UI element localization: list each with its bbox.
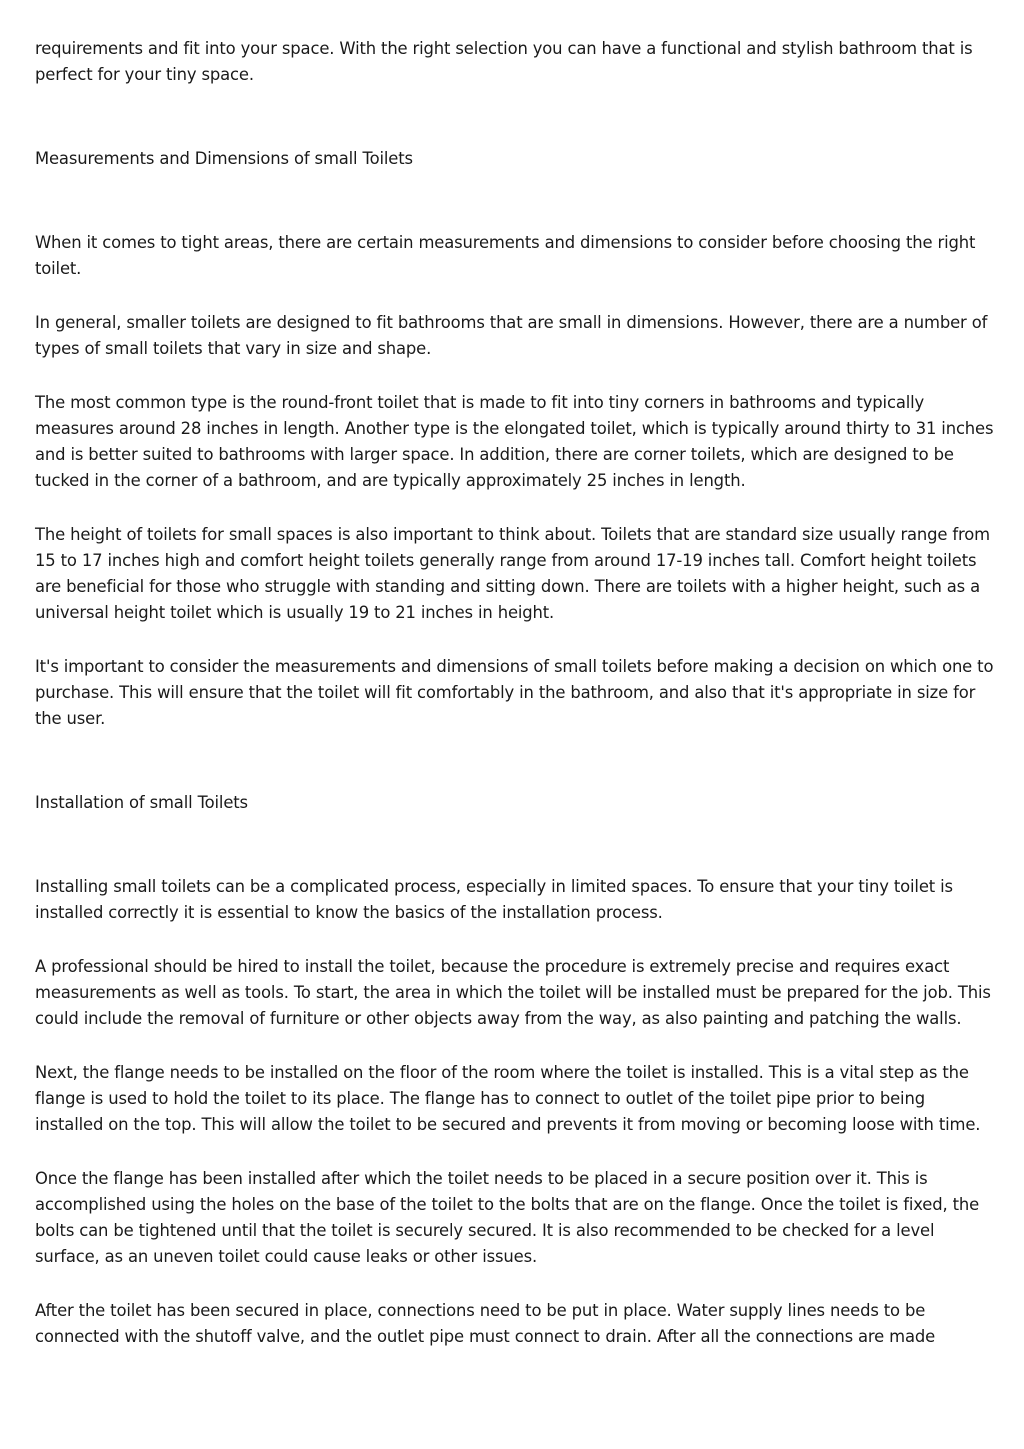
document-page (35, 36, 995, 1378)
section-heading-installation: Installation of small Toilets (35, 793, 248, 812)
paragraph: In general, smaller toilets are designed to fit bathrooms that are small in dimensions. However, there are a number of types of small toilets that vary in size and shape. (35, 313, 988, 358)
paragraph: The most common type is the round-front toilet that is made to fit into tiny corners in bathrooms and typically measures around 28 inches in length. Another type is the elongated toilet, which is typically around thirty to 31 inches and is better suited to bathrooms with larger space. In addition, there are corner toilets, which are designed to be tucked in the corner of a bathroom, and are typically approximately 25 inches in length. (35, 393, 994, 490)
paragraph: After the toilet has been secured in place, connections need to be put in place. Water supply lines needs to be connected with the shutoff valve, and the outlet pipe must connect to drain. After all the connections are made (35, 1301, 936, 1346)
paragraph: The height of toilets for small spaces is also important to think about. Toilets that are standard size usually range from 15 to 17 inches high and comfort height toilets generally range from around 17-19 inches tall. Comfort height toilets are beneficial for those who struggle with standing and sitting down. There are toilets with a higher height, such as a universal height toilet which is usually 19 to 21 inches in height. (35, 525, 990, 622)
section-heading-measurements: Measurements and Dimensions of small Toilets (35, 149, 413, 168)
intro-paragraph: requirements and fit into your space. With the right selection you can have a functional and stylish bathroom that is perfect for your tiny space. (35, 39, 973, 84)
paragraph: It's important to consider the measurements and dimensions of small toilets before making a decision on which one to purchase. This will ensure that the toilet will fit comfortably in the bathroom, and also that it's appropriate in size for the user. (35, 657, 994, 728)
paragraph: A professional should be hired to install the toilet, because the procedure is extremely precise and requires exact measurements as well as tools. To start, the area in which the toilet will be installed must be prepared for the job. This could include the removal of furniture or other objects away from the way, as also painting and patching the walls. (35, 957, 991, 1028)
paragraph: Once the flange has been installed after which the toilet needs to be placed in a secure position over it. This is accomplished using the holes on the base of the toilet to the bolts that are on the flange. Once the toilet is fixed, the bolts can be tightened until that the toilet is securely secured. It is also recommended to be checked for a level surface, as an uneven toilet could cause leaks or other issues. (35, 1169, 980, 1266)
paragraph: Next, the flange needs to be installed on the floor of the room where the toilet is installed. This is a vital step as the flange is used to hold the toilet to its place. The flange has to connect to outlet of the toilet pipe prior to being installed on the top. This will allow the toilet to be secured and prevents it from moving or becoming loose with time. (35, 1063, 981, 1134)
paragraph: When it comes to tight areas, there are certain measurements and dimensions to consider before choosing the right toilet. (35, 233, 976, 278)
paragraph: Installing small toilets can be a complicated process, especially in limited spaces. To ensure that your tiny toilet is installed correctly it is essential to know the basics of the installation process. (35, 877, 953, 922)
